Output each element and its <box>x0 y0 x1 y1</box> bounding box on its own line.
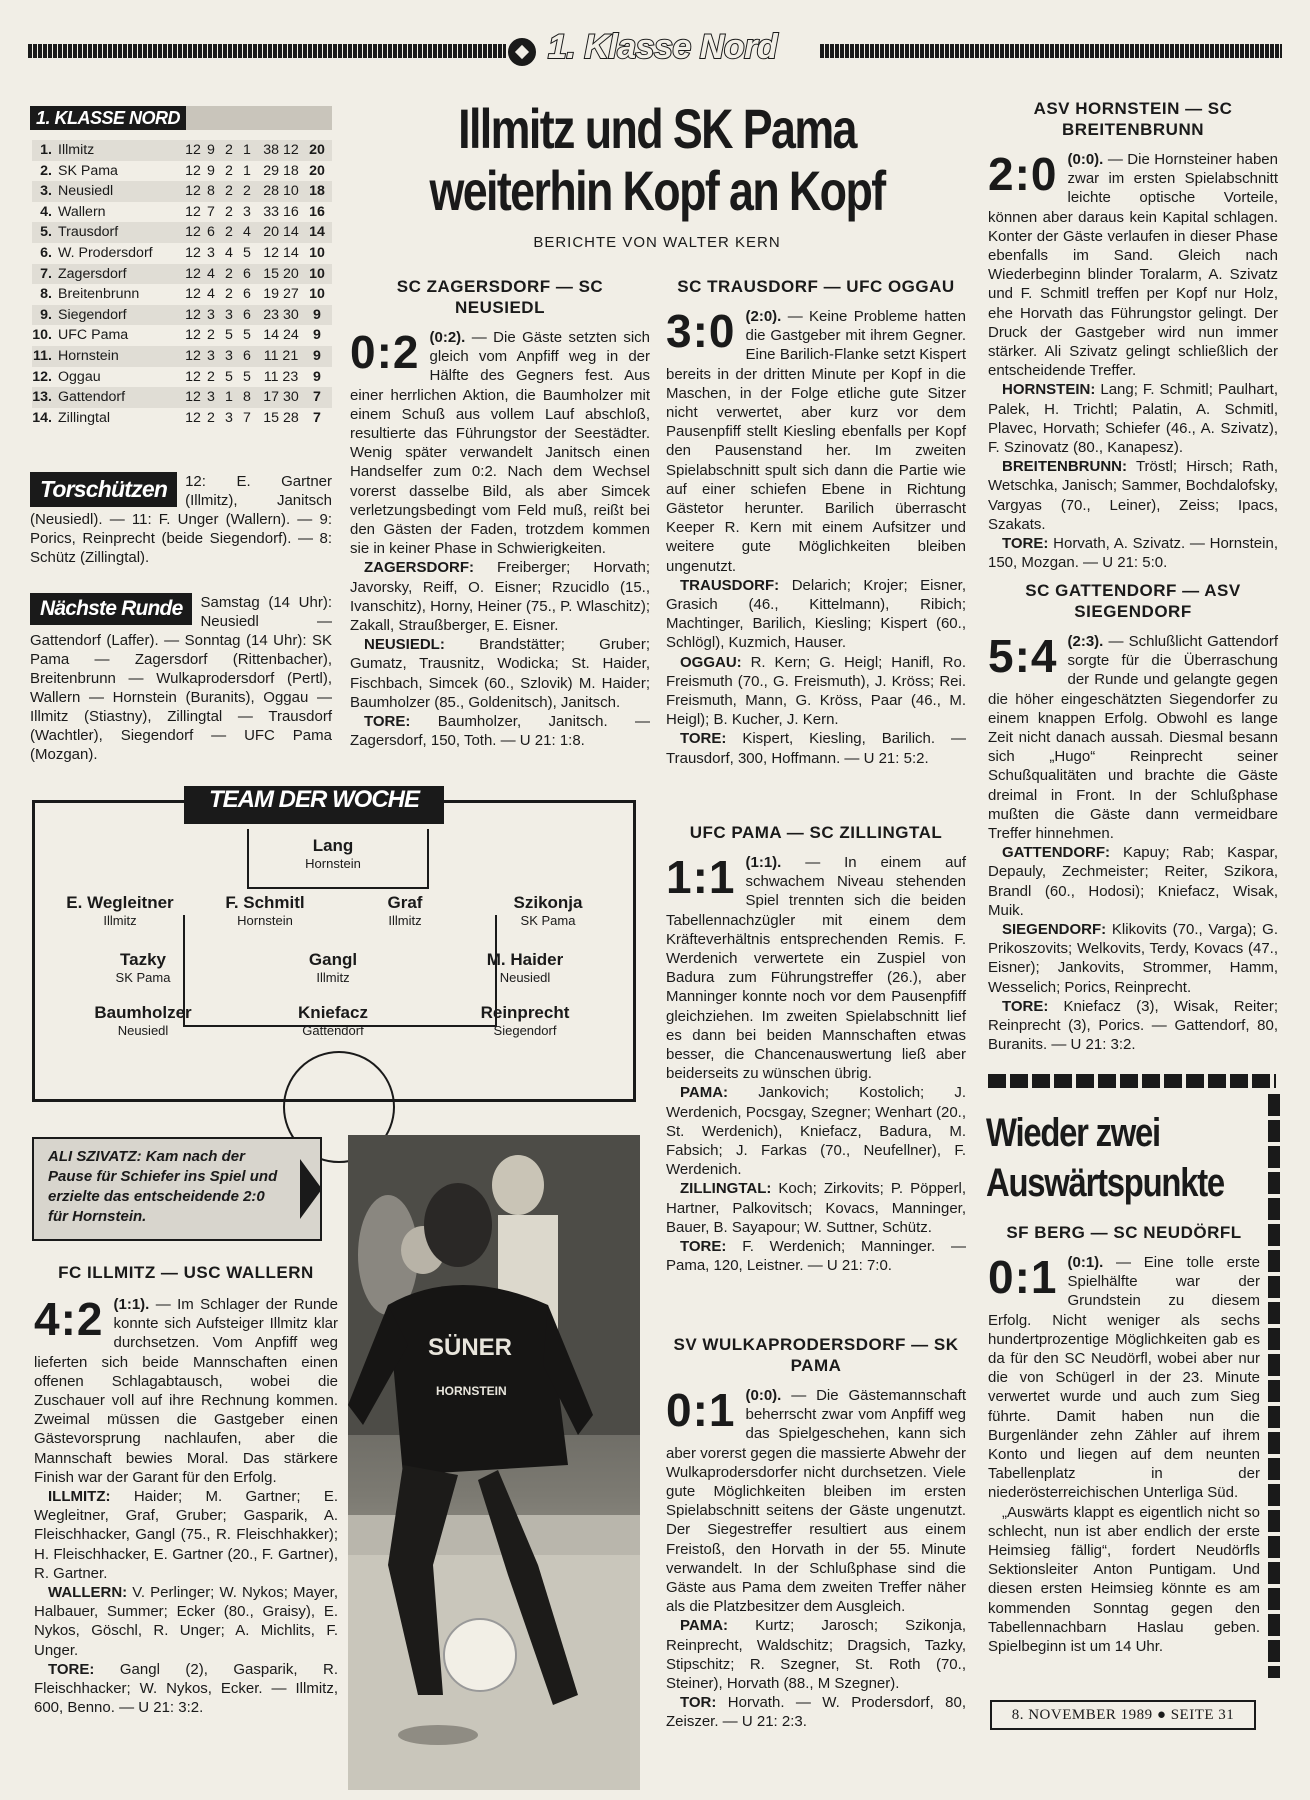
match-halftime: (1:1). <box>113 1296 150 1313</box>
standings-cell-d: 4 <box>225 244 233 261</box>
photo-illustration <box>348 1135 640 1790</box>
standings-cell-g: 12 <box>185 389 201 406</box>
header-rule-right <box>820 44 1282 58</box>
match-score-hornstein: 2:0 <box>988 148 1058 200</box>
standings-cell-pts: 18 <box>309 183 325 200</box>
standings-cell-goals: 17 30 <box>263 389 299 406</box>
standings-cell-g: 12 <box>185 203 201 220</box>
match-score-berg: 0:1 <box>988 1251 1058 1303</box>
standings-row <box>32 346 332 367</box>
player-name: Szikonja <box>513 893 583 912</box>
standings-cell-l: 1 <box>243 162 251 179</box>
player-name: Kniefacz <box>298 1003 368 1022</box>
match-score-trausdorf: 3:0 <box>666 305 736 357</box>
lineup-text: Klikovits (70., Varga); G. Prikoszovits; Welkovits, Terdy, Kovacs (47., Eisner); Jankovits, Strommer, Hamm, Wesselich; Porics, Reinprecht. <box>988 921 1278 996</box>
standings-row <box>32 387 332 408</box>
standings-cell-w: 6 <box>207 224 215 241</box>
caption-arrow-icon <box>300 1159 322 1219</box>
standings-cell-team: Breitenbrunn <box>58 286 140 303</box>
standings-cell-l: 6 <box>243 306 251 323</box>
player-club: SK Pama <box>520 913 576 928</box>
standings-row <box>32 222 332 243</box>
goals-label: TORE: <box>48 1660 95 1678</box>
lineup-text: Koch; Zirkovits; P. Pöpperl, Hartner, Palkovitsch; Kovacs, Manninger, Bauer, B. Sayapour; W. Suttner, Schütz. <box>666 1180 967 1236</box>
standings-cell-w: 2 <box>207 409 215 426</box>
standings-cell-g: 12 <box>185 368 201 385</box>
lineup-label: OGGAU: <box>680 653 742 671</box>
standings-cell-pos: 13. <box>32 389 52 406</box>
goals-text: Kniefacz (3), Wisak, Reiter; Reinprecht (3), Porics. — Gattendorf, 80, Buranits. — U 21: 3:2. <box>988 997 1278 1054</box>
player-name: Tazky <box>120 950 166 969</box>
lineup-label: BREITENBRUNN: <box>1002 458 1127 476</box>
player-8 <box>445 950 605 985</box>
standings-row <box>32 181 332 202</box>
standings-cell-l: 5 <box>243 327 251 344</box>
standings-cell-goals: 33 16 <box>263 203 299 220</box>
standings-cell-d: 3 <box>225 347 233 364</box>
header-rule-left <box>28 44 506 58</box>
byline: BERICHTE VON WALTER KERN <box>533 234 781 251</box>
standings-table <box>32 140 332 428</box>
player-name: Lang <box>312 836 354 855</box>
standings-cell-w: 3 <box>207 389 215 406</box>
standings-cell-pos: 11. <box>33 347 52 364</box>
lineup-text: R. Kern; G. Heigl; Hanifl, Ro. Freismuth (70., G. Freismuth), J. Kröss; Rei. Freismuth, Mann, G. Kröss, Paar (46., M. Heigl); B. Kucher, J. Kern. <box>666 653 966 729</box>
standings-cell-team: Gattendorf <box>58 389 126 406</box>
standings-cell-pos: 12. <box>32 368 52 385</box>
naechste-runde-label: Nächste Runde <box>30 593 192 625</box>
standings-cell-team: Trausdorf <box>58 224 119 241</box>
standings-cell-l: 3 <box>243 203 251 220</box>
player-club: Neusiedl <box>499 970 551 985</box>
standings-cell-d: 2 <box>225 265 233 282</box>
player-name: Gangl <box>308 950 358 969</box>
standings-cell-goals: 15 28 <box>263 409 299 426</box>
match-report: — Im Schlager der Runde konnte sich Aufsteiger Illmitz klar durchsetzen. Vom Anpfiff weg lieferten sich beide Mannschaften einen offenen Schlagabtausch, wobei die Zuschauer voll auf ihre Rechnung kommen. Zweimal müssen die Gastgeber einen Gästevorsprung nachlaufen, aber die Mannschaft bewies Moral. Das stärkere Finish war der Garant für den Erfolg. <box>34 1296 338 1486</box>
match-report: — Die Gäste setzten sich gleich vom Anpfiff weg in der Hälfte des Gegners fest. Aus einer herrlichen Aktion, die Baumholzer mit einem Schuß aus vollem Lauf abschloß, resultierte das Führungstor der Seestädter. Wenig später verwandelt Janitsch einen Handselfer zum 0:2. Nach dem Wechsel vorerst dasselbe Bild, als aber Simcek verletzungsbedingt vom Feld muß, reißt bei den Gästen der Faden, trotzdem kommen sie in keiner Phase in Schwierigkeiten. <box>350 329 650 558</box>
player-photo <box>348 1135 640 1790</box>
player-club: Siegendorf <box>493 1023 557 1038</box>
goals-text: Baumholzer, Janitsch. — Zagersdorf, 150, Toth. — U 21: 1:8. <box>350 713 650 750</box>
player-club: Neusiedl <box>117 1023 169 1038</box>
standings-cell-l: 6 <box>243 265 251 282</box>
standings-cell-goals: 19 27 <box>263 286 299 303</box>
standings-cell-team: SK Pama <box>58 162 118 179</box>
player-club: Hornstein <box>237 913 293 928</box>
match-teams-illmitz: FC ILLMITZ — USC WALLERN <box>58 1263 314 1282</box>
standings-cell-d: 2 <box>225 286 233 303</box>
player-9 <box>63 1003 223 1038</box>
standings-row <box>32 284 332 305</box>
standings-cell-g: 12 <box>185 327 201 344</box>
standings-cell-w: 3 <box>207 244 215 261</box>
match-halftime: (2:0). <box>745 308 782 325</box>
standings-cell-l: 7 <box>243 409 251 426</box>
box-headline: Wieder zwei Auswärtspunkte <box>986 1111 1224 1205</box>
match-halftime: (2:3). <box>1067 633 1104 650</box>
standings-cell-w: 7 <box>207 203 215 220</box>
standings-cell-goals: 11 23 <box>263 368 299 385</box>
standings-cell-team: Zagersdorf <box>58 265 127 282</box>
standings-cell-d: 1 <box>225 389 233 406</box>
standings-cell-team: W. Prodersdorf <box>58 244 153 261</box>
lineup-label: PAMA: <box>680 1084 729 1102</box>
standings-title: 1. KLASSE NORD <box>30 106 186 130</box>
player-club: SK Pama <box>115 970 171 985</box>
standings-cell-l: 5 <box>243 244 251 261</box>
match-report: — Schlußlicht Gattendorf sorgte für die Überraschung der Runde und gelangte gegen die höher eingeschätzten Siegendorfer zu einem knappen Erfolg. Obwohl es lange Zeit nicht danach aussah. Diesmal besann sich „Hugo“ Reinprecht seiner Schußqualitäten und brachte die Gäste dreimal in Front. In der Schlußphase mußten die Gäste dann vermeidbare Treffer hinnehmen. <box>988 633 1279 843</box>
torschuetzen-text: 12: E. Gartner (Illmitz), Janitsch (Neusiedl). — 11: F. Unger (Wallern). — 9: Porics, Reinprecht (beide Siegendorf). — 8: Schütz (Zillingtal). <box>30 473 332 566</box>
standings-cell-pos: 1. <box>40 142 52 158</box>
standings-row <box>32 202 332 223</box>
match-report: — Die Gästemannschaft beherrscht zwar vom Anpfiff weg das Spielgeschehen, kann sich aber vorerst gegen die massierte Abwehr der Wulkaprodersdorfer nicht durchsetzen. Viele gute Möglichkeiten bleiben im ersten Spielabschnitt seitens der Gäste ungenutzt. Der Siegestreffer resultiert aus einem Freistoß, den Horvath in der 55. Minute verwandelt. In der Schlußphase sind die Gäste aus Pama dem zweiten Treffer näher als die Platzbesitzer dem Ausgleich. <box>666 1387 967 1616</box>
match-report: — In einem auf schwachem Niveau stehenden Spiel trennten sich die beiden Tabellennachzügler mit einem dem Kräfteverhältnis entsprechenden Remis. F. Werdenich verwertete ein Zuspiel von Badura zum Führungstreffer (26.), aber Manninger konnte noch vor dem Pausenpfiff gleichziehen. Im zweiten Spielabschnitt lief es dann bei beiden Mannschaften etwas besser, die Chancenauswertung ließ aber beiderseits zu wünschen übrig. <box>666 854 967 1083</box>
standings-cell-g: 12 <box>185 244 201 261</box>
match-halftime: (0:2). <box>429 329 466 346</box>
match-score-zagersdorf: 0:2 <box>350 326 420 378</box>
player-3 <box>185 893 345 928</box>
player-club: Illmitz <box>103 913 137 928</box>
match-teams-wulka: SV WULKAPRODERSDORF — SK PAMA <box>673 1335 959 1375</box>
match-teams-pama: UFC PAMA — SC ZILLINGTAL <box>689 823 943 842</box>
standings-cell-goals: 28 10 <box>263 183 299 200</box>
standings-cell-pts: 10 <box>309 286 325 303</box>
match-quote: „Auswärts klappt es eigentlich nicht so schlecht, nun ist aber endlich der erste Heimsieg fällig“, fordert Neudörfls Sektionsleiter Anton Puntigam. Und diesen ersten Heimsieg könnte es am kommenden Sonntag gegen den Tabellennachbarn Haslau geben. Spielbeginn ist um 14 Uhr. <box>988 1503 1260 1656</box>
lineup-text: Freiberger; Horvath; Javorsky, Reiff, O. Eisner; Rzucidlo (15., Ivanschitz), Horny, Heiner (75., P. Wlaschitz); Zakall, Straußberger, E. Eisner. <box>350 559 651 635</box>
lineup-text: Jankovich; Kostolich; J. Werdenich, Pocsgay, Szegner; Wenhart (20., St. Werdenich), Kniefacz, Badura, M. Fabsich; J. Farkas (70., Neufellner), F. Werdenich. <box>666 1084 967 1179</box>
standings-cell-d: 5 <box>225 368 233 385</box>
lineup-text: Tröstl; Hirsch; Rath, Wetschka, Janisch; Sammer, Bochdalofsky, Vargyas (70., Leiner), Zeiss; Ipacs, Szakats. <box>988 458 1279 533</box>
standings-cell-g: 12 <box>185 142 201 158</box>
standings-cell-w: 8 <box>207 183 215 200</box>
goals-label: TORE: <box>1002 997 1049 1015</box>
box-rule-top <box>988 1074 1276 1088</box>
lineup-text: Lang; F. Schmitl; Paulhart, Palek, H. Trichtl; Palatin, A. Schmitl, Plavec, Horvath; Schiefer (46., A. Szivatz), F. Szinovatz (80., Kanapesz). <box>988 381 1278 457</box>
standings-row <box>32 325 332 346</box>
standings-cell-pts: 9 <box>313 327 321 344</box>
match-halftime: (0:0). <box>745 1387 782 1404</box>
standings-cell-team: Siegendorf <box>58 306 127 323</box>
standings-cell-pos: 14. <box>32 409 52 426</box>
standings-cell-w: 3 <box>207 347 215 364</box>
standings-cell-goals: 23 30 <box>263 306 299 323</box>
goals-text: Horvath, A. Szivatz. — Hornstein, 150, Mozgan. — U 21: 5:0. <box>988 535 1278 572</box>
standings-cell-l: 8 <box>243 389 251 406</box>
match-report: — Die Hornsteiner haben zwar im ersten Spielabschnitt leichte optische Vorteile, können aber daraus kein Kapital schlagen. Konter der Gäste verlaufen in dieser Phase ebenfalls im Sand. Gleich nach Wiederbeginn blinder Toralarm, A. Szivatz und F. Schmitl treffen per Kopf nur Holz, ehe Horvath das Führungstor gelingt. Der Druck der Gastgeber wird nun immer stärker. Ali Szivatz gelingt schließlich der entscheidende Treffer. <box>988 151 1278 380</box>
player-11 <box>445 1003 605 1038</box>
standings-cell-l: 2 <box>243 183 251 200</box>
player-10 <box>253 1003 413 1038</box>
standings-cell-team: Wallern <box>58 203 106 220</box>
standings-cell-team: Hornstein <box>58 347 119 364</box>
standings-cell-w: 3 <box>207 306 215 323</box>
standings-row <box>32 161 332 182</box>
standings-cell-g: 12 <box>185 183 201 200</box>
player-name: F. Schmitl <box>225 893 305 912</box>
standings-cell-pts: 9 <box>313 368 321 385</box>
standings-cell-pts: 9 <box>313 306 321 323</box>
match-halftime: (0:1). <box>1067 1254 1104 1271</box>
match-teams-hornstein: ASV HORNSTEIN — SC BREITENBRUNN <box>1033 99 1233 139</box>
lineup-label: NEUSIEDL: <box>364 636 445 654</box>
standings-cell-d: 3 <box>225 306 233 323</box>
match-halftime: (0:0). <box>1067 151 1104 168</box>
goals-label: TORE: <box>1002 535 1049 553</box>
standings-cell-pos: 9. <box>40 306 52 323</box>
standings-cell-pts: 7 <box>313 409 321 426</box>
player-2 <box>40 893 200 928</box>
match-teams-gattendorf: SC GATTENDORF — ASV SIEGENDORF <box>1025 581 1241 621</box>
standings-cell-goals: 29 18 <box>263 162 299 179</box>
standings-cell-goals: 38 12 <box>263 142 299 158</box>
team-der-woche-title: TEAM DER WOCHE <box>184 786 444 824</box>
standings-cell-w: 4 <box>207 265 215 282</box>
lineup-label: ZAGERSDORF: <box>364 559 474 577</box>
lineup-text: Haider; M. Gartner; E. Wegleitner, Graf, Gruber; Gasparik, A. Fleischhacker, Gangl (75., R. Fleischhakker); H. Fleischhacker, E. Gartner (20., F. Gartner), R. Gartner. <box>34 1488 338 1582</box>
player-name: Graf <box>387 893 423 912</box>
standings-cell-g: 12 <box>185 265 201 282</box>
standings-row <box>32 243 332 264</box>
naechste-runde-text: Samstag (14 Uhr): Neusiedl — Gattendorf (Laffer). — Sonntag (14 Uhr): SK Pama — Zagersdorf (Rittenbacher), Breitenbrunn — Wulkaprodersdorf (Pertl), Wallern — Hornstein (Buranits), Oggau — Illmitz (Stiastny), Zillingtal — Trausdorf (Wachtler), Siegendorf — UFC Pama (Mozgan). <box>30 594 332 763</box>
standings-cell-pts: 20 <box>309 162 325 179</box>
lineup-text: V. Perlinger; W. Nykos; Mayer, Halbauer, Summer; Ecker (80., Graisy), E. Nykos, Göschl, R. Unger; A. Michlits, F. Unger. <box>34 1584 338 1659</box>
standings-cell-pos: 2. <box>40 162 52 179</box>
lineup-text: Brandstätter; Gruber; Gumatz, Trausnitz, Wodicka; St. Haider, Fischbach, Simcek (60., Szlovik) M. Haider; Baumholzer (85., Goldenitsch), Janitsch. <box>350 636 650 711</box>
standings-cell-team: UFC Pama <box>58 327 129 344</box>
lineup-label: HORNSTEIN: <box>1002 381 1096 399</box>
standings-cell-goals: 14 24 <box>263 327 299 344</box>
standings-row <box>32 305 332 326</box>
photo-caption-box <box>32 1137 322 1241</box>
standings-row <box>32 367 332 388</box>
standings-cell-pos: 5. <box>40 224 52 241</box>
standings-cell-pos: 6. <box>40 244 52 261</box>
standings-cell-g: 12 <box>185 306 201 323</box>
standings-cell-goals: 12 14 <box>263 244 299 261</box>
player-club: Illmitz <box>316 970 350 985</box>
lineup-label: ILLMITZ: <box>48 1488 111 1506</box>
standings-cell-w: 2 <box>207 368 215 385</box>
standings-cell-pts: 7 <box>313 389 321 406</box>
standings-cell-d: 3 <box>225 409 233 426</box>
standings-cell-d: 2 <box>225 183 233 200</box>
standings-cell-team: Illmitz <box>58 142 95 158</box>
standings-cell-pts: 14 <box>309 224 325 241</box>
standings-cell-pts: 9 <box>313 347 321 364</box>
lineup-label: PAMA: <box>680 1617 729 1635</box>
photo-caption: ALI SZIVATZ: Kam nach der Pause für Schiefer ins Spiel und erzielte das entscheidende 2:0 für Hornstein. <box>48 1148 278 1225</box>
player-6 <box>63 950 223 985</box>
standings-cell-goals: 15 20 <box>263 265 299 282</box>
lineup-text: Kapuy; Rab; Kaspar, Depauly, Zechmeister; Reiter, Szikora, Brandl (60., Hodosi); Kniefacz, Wisak, Muik. <box>988 844 1278 919</box>
standings-cell-d: 2 <box>225 142 233 158</box>
player-7 <box>253 950 413 985</box>
page-footer: 8. NOVEMBER 1989 ● SEITE 31 <box>990 1700 1256 1730</box>
goals-text: Horvath. — W. Prodersdorf, 80, Zeiszer. — U 21: 2:3. <box>666 1694 966 1731</box>
standings-cell-team: Neusiedl <box>58 183 114 200</box>
match-teams-berg: SF BERG — SC NEUDÖRFL <box>1006 1223 1242 1242</box>
standings-cell-pts: 10 <box>309 244 325 261</box>
player-name: M. Haider <box>486 950 564 969</box>
standings-cell-w: 4 <box>207 286 215 303</box>
lineup-label: TRAUSDORF: <box>680 576 780 594</box>
standings-row <box>32 140 332 161</box>
match-teams-trausdorf: SC TRAUSDORF — UFC OGGAU <box>677 277 955 296</box>
standings-cell-l: 6 <box>243 286 251 303</box>
match-score-illmitz: 4:2 <box>34 1293 104 1345</box>
standings-cell-goals: 20 14 <box>263 224 299 241</box>
match-report: — Keine Probleme hatten die Gastgeber mit ihrem Gegner. Eine Barilich-Flanke setzt Kispert bereits in der dritten Minute per Kopf in die Maschen, in der Folge etliche gute Sitzer nicht verwertet, aber kurz vor dem Pausenpfiff stellt Kiesling ebenfalls per Kopf den Pausenstand her. Im zweiten Spielabschnitt spult sich dann die Partie wie auf einer schiefen Ebene in Richtung Gästetor herunter. Barilich überrascht Keeper R. Kern mit einem Aufsitzer und weitere gute Möglichkeiten bleiben ungenutzt. <box>666 308 966 575</box>
standings-cell-g: 12 <box>185 162 201 179</box>
lineup-label: ZILLINGTAL: <box>680 1180 772 1198</box>
standings-cell-l: 1 <box>243 142 251 158</box>
match-teams-zagersdorf: SC ZAGERSDORF — SC NEUSIEDL <box>396 277 604 317</box>
torschuetzen-label: Torschützen <box>30 472 177 507</box>
player-4 <box>325 893 485 928</box>
lineup-label: SIEGENDORF: <box>1002 921 1107 939</box>
goals-text: Kispert, Kiesling, Barilich. — Trausdorf, 300, Hoffmann. — U 21: 5:2. <box>666 730 966 767</box>
standings-cell-g: 12 <box>185 286 201 303</box>
match-score-pama: 1:1 <box>666 851 736 903</box>
standings-cell-l: 6 <box>243 347 251 364</box>
standings-cell-l: 4 <box>243 224 251 241</box>
lineup-label: WALLERN: <box>48 1584 128 1602</box>
page-section-title: 1. Klasse Nord <box>547 28 778 66</box>
player-club: Gattendorf <box>302 1023 364 1038</box>
standings-cell-g: 12 <box>185 224 201 241</box>
standings-cell-pos: 7. <box>40 265 52 282</box>
standings-cell-d: 2 <box>225 203 233 220</box>
main-headline: Illmitz und SK Pama weiterhin Kopf an Kopf <box>429 97 885 222</box>
standings-row <box>32 264 332 285</box>
standings-cell-d: 5 <box>225 327 233 344</box>
standings-cell-pts: 20 <box>309 142 325 158</box>
goals-label: TOR: <box>680 1694 717 1712</box>
goals-label: TORE: <box>680 730 727 748</box>
standings-cell-l: 5 <box>243 368 251 385</box>
standings-cell-pos: 8. <box>40 286 52 303</box>
standings-cell-d: 2 <box>225 162 233 179</box>
standings-cell-team: Zillingtal <box>58 409 111 426</box>
player-5 <box>468 893 628 928</box>
player-1 <box>253 836 413 871</box>
goals-label: TORE: <box>680 1238 727 1256</box>
standings-cell-team: Oggau <box>58 368 101 385</box>
standings-cell-w: 9 <box>207 142 215 158</box>
standings-cell-w: 2 <box>207 327 215 344</box>
standings-cell-pos: 10. <box>32 327 52 344</box>
standings-row <box>32 408 332 429</box>
match-report: — Eine tolle erste Spielhälfte war der Grundstein zu diesem Erfolg. Nicht weniger als sechs hundertprozentige Möglichkeiten gab es da für den SC Neudörfl, wobei aber nur die von Schügerl in der 23. Minute verwertet wurde und auch zum Sieg führte. Damit haben nun die Burgenländer zehn Zähler auf ihrem Konto und liegen auf dem neunten Tabellenplatz in der niederösterreichischen Unterliga Süd. <box>988 1254 1261 1502</box>
standings-cell-pos: 4. <box>40 203 52 220</box>
player-name: E. Wegleitner <box>66 893 174 912</box>
standings-cell-d: 2 <box>225 224 233 241</box>
goals-text: F. Werdenich; Manninger. — Pama, 120, Leistner. — U 21: 7:0. <box>666 1238 966 1275</box>
standings-cell-pts: 10 <box>309 265 325 282</box>
standings-cell-g: 12 <box>185 347 201 364</box>
match-score-wulka: 0:1 <box>666 1384 736 1436</box>
match-halftime: (1:1). <box>745 854 782 871</box>
svg-text:SÜNER: SÜNER <box>428 1334 513 1361</box>
standings-cell-g: 12 <box>185 409 201 426</box>
svg-text:HORNSTEIN: HORNSTEIN <box>436 1384 507 1398</box>
lineup-label: GATTENDORF: <box>1002 844 1111 862</box>
standings-cell-pts: 16 <box>309 203 325 220</box>
match-score-gattendorf: 5:4 <box>988 630 1058 682</box>
lineup-text: Delarich; Krojer; Eisner, Grasich (46., Kittelmann), Ribich; Machtinger, Barilich, Kiesling; Kispert (60., Schlögl), Kuzmich, Hauser. <box>666 576 967 652</box>
standings-cell-goals: 11 21 <box>263 347 299 364</box>
player-name: Baumholzer <box>94 1003 192 1022</box>
goals-label: TORE: <box>364 713 411 731</box>
box-rule-right <box>1268 1094 1280 1678</box>
goals-text: Gangl (2), Gasparik, R. Fleischhacker; W. Nykos, Ecker. — Illmitz, 600, Benno. — U 21: 3:2. <box>34 1660 338 1717</box>
standings-cell-w: 9 <box>207 162 215 179</box>
player-club: Illmitz <box>388 913 422 928</box>
player-name: Reinprecht <box>480 1003 570 1022</box>
standings-cell-pos: 3. <box>40 183 52 200</box>
player-club: Hornstein <box>305 856 361 871</box>
lineup-text: Kurtz; Jarosch; Szikonja, Reinprecht, Waldschitz; Dragsich, Tazky, Stipschitz; R. Szegner, St. Roth (70., Steiner), Horvath (88., M Szegner). <box>666 1617 966 1693</box>
